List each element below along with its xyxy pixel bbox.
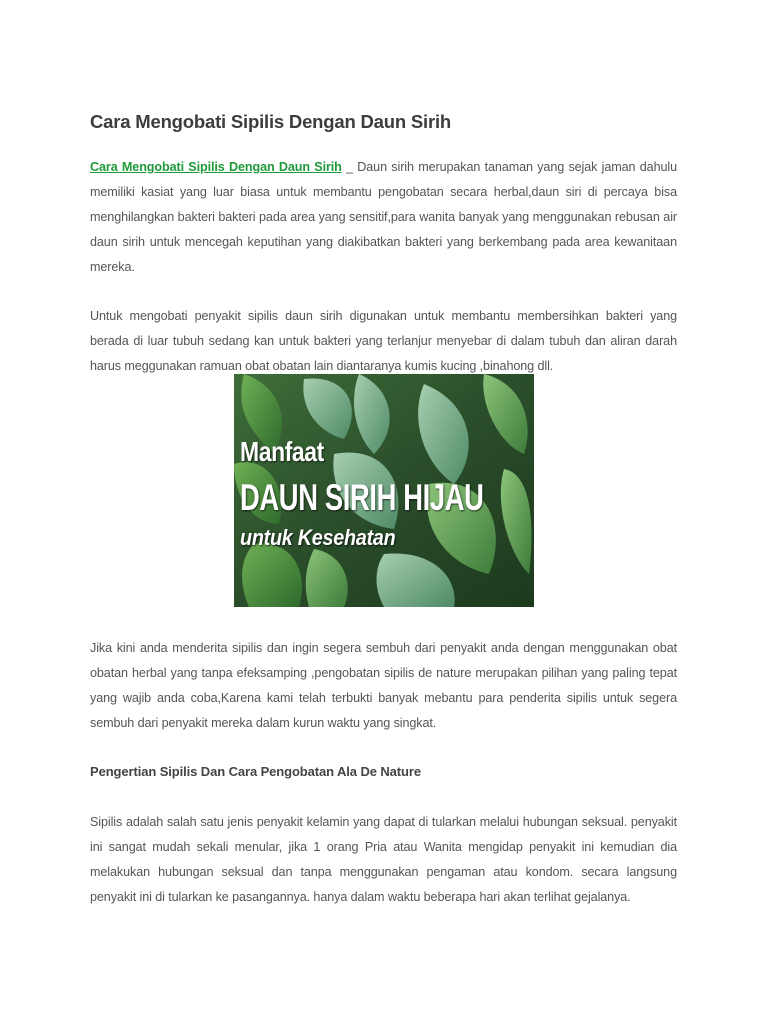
daun-sirih-image: [234, 374, 534, 607]
image-overlay-untuk-kesehatan: untuk Kesehatan: [240, 525, 396, 550]
section-heading-pengertian: Pengertian Sipilis Dan Cara Pengobatan Ala De Nature: [90, 764, 421, 779]
paragraph-treatment: Untuk mengobati penyakit sipilis daun sirih digunakan untuk membantu membersihkan bakteri yang berada di luar tubuh sedang kan untuk bakteri yang terlanjur menyebar di dalam tubuh dan aliran darah harus meggunakan ramuan obat obatan lain diantaranya kumis kucing ,binahong dll.: [90, 309, 677, 373]
intro-text: _ Daun sirih merupakan tanaman yang sejak jaman dahulu memiliki kasiat yang luar biasa untuk membantu pengobatan secara herbal,daun siri di percaya bisa menghilangkan bakteri bakteri pada area yang sensitif,para wanita banyak yang menggunakan rebusan air daun sirih untuk mencegah keputihan yang diakibatkan bakteri yang berkembang pada area kewanitaan mereka.: [90, 160, 677, 274]
article-title: Cara Mengobati Sipilis Dengan Daun Sirih: [90, 111, 452, 132]
image-overlay-manfaat: Manfaat: [240, 436, 324, 467]
image-overlay-daun-sirih-hijau: DAUN SIRIH HIJAU: [240, 477, 484, 518]
article-title-link[interactable]: Cara Mengobati Sipilis Dengan Daun Sirih: [90, 160, 342, 174]
paragraph-herbal-treatment: Jika kini anda menderita sipilis dan ingin segera sembuh dari penyakit anda dengan menggunakan obat obatan herbal yang tanpa efeksamping ,pengobatan sipilis de nature merupakan pilihan yang paling tepat yang wajib anda coba,Karena kami telah terbukti banyak mebantu para penderita sipilis untuk segera sembuh dari penyakit mereka dalam kurun waktu yang singkat.: [90, 641, 677, 730]
intro-paragraph: [90, 155, 677, 280]
paragraph-definition: Sipilis adalah salah satu jenis penyakit kelamin yang dapat di tularkan melalui hubungan seksual. penyakit ini sangat mudah sekali menular, jika 1 orang Pria atau Wanita mengidap penyakit ini kemudian dia melakukan hubungan seksual dan tanpa menggunakan pengaman atau kondom. secara langsung penyakit ini di tularkan ke pasangannya. hanya dalam waktu beberapa hari akan terlihat gejalanya.: [90, 815, 677, 904]
